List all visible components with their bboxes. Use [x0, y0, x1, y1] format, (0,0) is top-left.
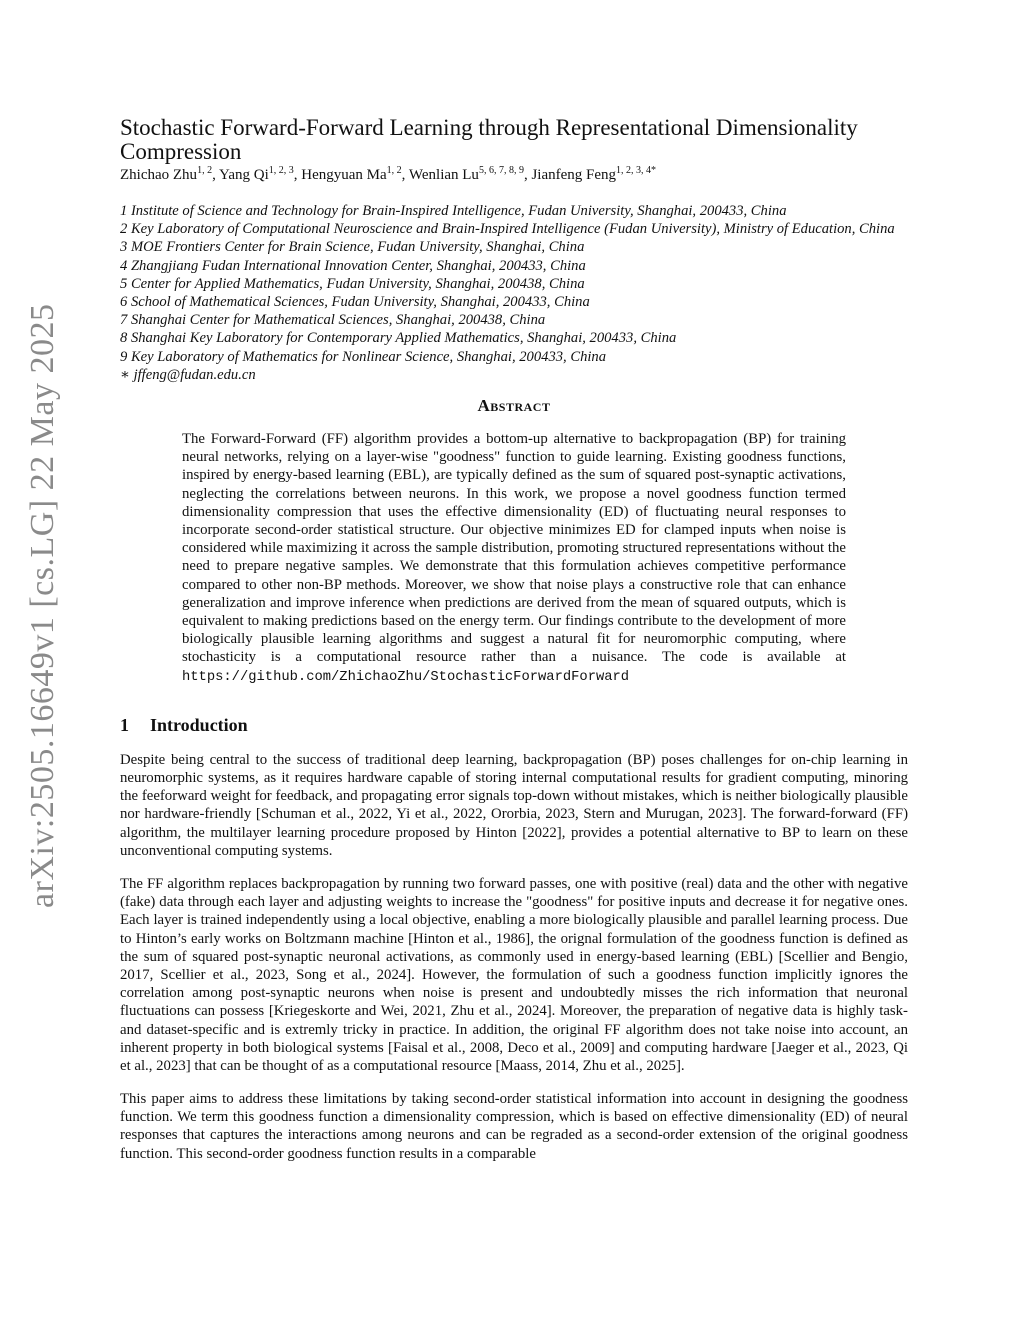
- author-name: Wenlian Lu: [408, 167, 479, 183]
- author-affil-sup: 1, 2: [197, 165, 213, 176]
- affiliation-item: 3 MOE Frontiers Center for Brain Science, Fudan University, Shanghai, China: [120, 239, 585, 256]
- abstract-text: The Forward-Forward (FF) algorithm provides a bottom-up alternative to backpropagation (BP) for training neural networks, relying on a layer-wise "goodness" function to guide learning. Existing goodness functions, inspired by energy-based learning (EBL), are typically defined as the sum of squared post-synaptic activations, neglecting the correlations between neurons. In this work, we propose a novel goodness function termed dimensionality compression that uses the effective dimensionality (ED) of fluctuating neural responses to incorporate second-order statistical structure. Our objective minimizes ED for clamped inputs when noise is considered while maximizing it across the sample distribution, promoting structured representations without the need to prepare negative samples. We demonstrate that this formulation achieves competitive performance compared to other non-BP methods. Moreover, we show that noise plays a constructive role that can enhance generalization and improve inference when predictions are derived from the mean of squared outputs, which is equivalent to making predictions based on the energy term. Our findings contribute to the development of more biologically plausible learning algorithms and suggest a natural fit for neuromorphic computing, where stochasticity is a computational resource rather than a nuisance. The code is available at: [182, 431, 846, 666]
- author-name: Zhichao Zhu: [120, 167, 198, 183]
- section-title: Introduction: [150, 714, 248, 735]
- author-name: Jianfeng Feng: [531, 167, 617, 183]
- author-affil-sup: 1, 2: [386, 165, 402, 176]
- affiliation-item: 5 Center for Applied Mathematics, Fudan University, Shanghai, 200438, China: [120, 275, 585, 292]
- abstract-heading: Abstract: [477, 396, 551, 416]
- affiliation-item: 9 Key Laboratory of Mathematics for Nonlinear Science, Shanghai, 200433, China: [120, 348, 607, 365]
- section-number: 1: [120, 714, 129, 735]
- body-paragraph: Despite being central to the success of traditional deep learning, backpropagation (BP) poses challenges for on-chip learning in neuromorphic systems, as it requires hardware capable of storing internal computational results for gradient computing, minoring the feeforward weight for feedback, and propagating error signals top-down without mistakes, which is neither biologically plausible nor hardware-friendly [Schuman et al., 2022, Yi et al., 2022, Ororbia, 2023, Stern and Murugan, 2023]. The forward-forward (FF) algorithm, the multilayer learning procedure proposed by Hinton [2022], provides a potential alternative to BP to learn on these unconventional computing systems.: [120, 751, 908, 859]
- body-paragraph: This paper aims to address these limitations by taking second-order statistical information into account in designing the goodness function. We term this goodness function a dimensionality compression, which is based on effective dimensionality (ED) of neural responses that captures the interactions among neurons and can be regraded as a second-order extension of the original goodness function. This second-order goodness function results in a comparable: [120, 1090, 908, 1162]
- affiliation-item: 1 Institute of Science and Technology for Brain-Inspired Intelligence, Fudan University, Shanghai, 200433, China: [120, 203, 787, 219]
- paper-page: [120, 116, 908, 1178]
- author-list: Zhichao Zhu$^{1, 2}$, Yang Qi$^{1, 2, 3}$, Hengyuan Ma$^{1, 2}$, Wenlian Lu$^{5, 6, 7, 8, 9}$, Jianfeng Feng$^{1, 2, 3, 4*}$: [120, 165, 657, 183]
- abstract-body: [182, 430, 846, 687]
- corresponding-email: ∗ jffeng@fudan.edu.cn: [120, 366, 256, 383]
- section-heading: [120, 715, 908, 736]
- author-affil-sup: 1, 2, 3, 4*: [616, 165, 657, 176]
- affiliation-item: 8 Shanghai Key Laboratory for Contemporary Applied Mathematics, Shanghai, 200433, China: [120, 330, 677, 347]
- paper-title: Stochastic Forward-Forward Learning through Representational Dimensionality Compression: [120, 115, 858, 164]
- affiliation-item: 7 Shanghai Center for Mathematical Sciences, Shanghai, 200438, China: [120, 312, 546, 329]
- body-paragraph: The FF algorithm replaces backpropagation by running two forward passes, one with positive (real) data and the other with negative (fake) data through each layer and adjusting weights to increase the "goodness" for positive inputs and decrease it for negative ones. Each layer is trained independently using a local objective, enabling a more biologically plausible and parallel learning process. Due to Hinton’s early works on Boltzmann machine [Hinton et al., 1986], the orignal formulation of the goodness function is defined as the sum of squared post-synaptic neuronal activations, as commonly used in energy-based learning (EBL) [Scellier and Bengio, 2017, Scellier et al., 2023, Song et al., 2024]. However, the formulation of such a goodness function implicitly ignores the correlation among post-synaptic neurons when noise is present and undoubtedly misses the rich information that neuronal fluctuations can possess [Kriegeskorte and Wei, 2021, Zhu et al., 2024]. Moreover, the preparation of negative data is highly task- and dataset-specific and is extremly tricky in practice. In addition, the original FF algorithm does not take noise into account, an inherent property in both biological systems [Faisal et al., 2008, Deco et al., 2009] and computing hardware [Jaeger et al., 2023, Qi et al., 2023] that can be thought of as a computational resource [Maass, 2014, Zhu et al., 2025].: [120, 875, 908, 1074]
- author-name: Hengyuan Ma: [301, 167, 387, 183]
- author-name: Yang Qi: [219, 167, 269, 183]
- affiliation-item: 4 Zhangjiang Fudan International Innovation Center, Shanghai, 200433, China: [120, 257, 586, 274]
- author-affil-sup: 5, 6, 7, 8, 9: [478, 165, 524, 176]
- affiliation-item: 2 Key Laboratory of Computational Neuroscience and Brain-Inspired Intelligence (Fudan University), Ministry of Education, China: [120, 221, 895, 238]
- arxiv-side-identifier: arXiv:2505.16649v1 [cs.LG] 22 May 2025: [24, 303, 61, 908]
- author-affil-sup: 1, 2, 3: [268, 165, 294, 176]
- code-url-link[interactable]: https://github.com/ZhichaoZhu/StochasticForwardForward: [182, 669, 630, 685]
- affiliation-item: 6 School of Mathematical Sciences, Fudan University, Shanghai, 200433, China: [120, 294, 590, 311]
- affiliation-list: [120, 202, 908, 384]
